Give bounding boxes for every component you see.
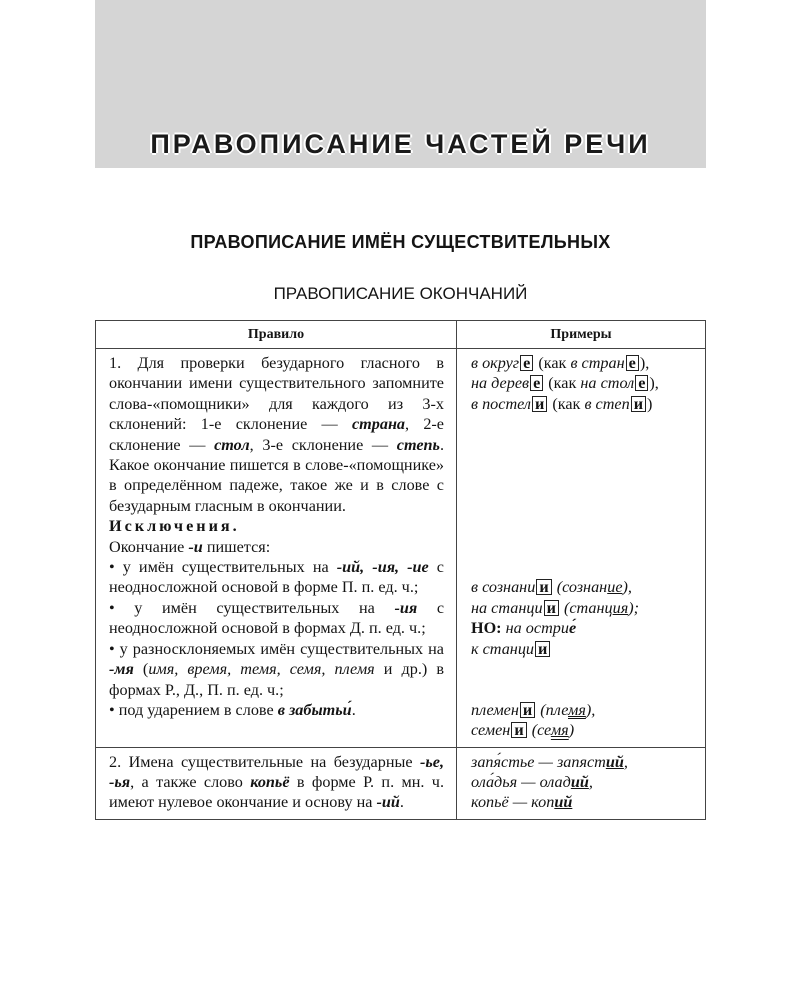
rule-text: • у разносклоняемых имён существительных на: [109, 639, 444, 658]
ending-intro: [109, 537, 444, 557]
ending-box: и: [511, 722, 526, 738]
ending-box: и: [535, 641, 550, 657]
underlined-ending: ие: [607, 578, 623, 597]
underlined-suffix: мя: [550, 721, 569, 740]
example-text: (как: [544, 374, 581, 393]
rule-text: в форме Р. п. мн. ч. имеют нулевое окончание и основу на: [109, 773, 444, 812]
chapter-title: ПРАВОПИСАНИЕ ЧАСТЕЙ РЕЧИ: [150, 129, 651, 159]
example-word: );: [628, 598, 640, 617]
example-word: на станци: [471, 598, 543, 617]
ending: -и: [188, 537, 203, 556]
example-text: (как: [548, 394, 585, 413]
helper-word: страна: [351, 415, 406, 434]
helper-word: степь: [396, 435, 440, 454]
example-line: [471, 752, 699, 772]
example-line: [471, 700, 699, 720]
helper-word: копьё: [250, 773, 290, 792]
rule-text: (: [133, 660, 149, 679]
word-list: имя, время, темя, семя, племя: [148, 660, 375, 679]
spacer: [471, 414, 699, 577]
examples-cell-2: [457, 747, 706, 819]
ending: -ия: [394, 598, 418, 617]
rule-1-text: [109, 353, 444, 516]
example-word: в стран: [570, 354, 625, 372]
rule-text: , 3-е склонение —: [249, 435, 397, 454]
subsection-title: ПРАВОПИСАНИЕ ОКОНЧАНИЙ: [273, 284, 528, 303]
underlined-ending: ий: [570, 773, 589, 792]
example-word: копьё — коп: [471, 793, 555, 812]
bullet-3: [109, 639, 444, 700]
ending: -ье, -ья: [109, 752, 444, 792]
example-word: на дерев: [471, 374, 530, 393]
exceptions-label-text: Исключения.: [109, 517, 240, 536]
example-line: [471, 598, 699, 618]
example-word: в сознани: [471, 578, 536, 597]
rule-text: с неодносложной основой в форме П. п. ед. ч.;: [109, 558, 444, 597]
helper-word: стол: [214, 435, 250, 454]
example-text: ),: [639, 354, 650, 372]
example-text: ,: [623, 752, 628, 771]
but-label: НО:: [471, 619, 502, 638]
example-word: на стол: [580, 374, 635, 393]
rule-text: , а также слово: [130, 773, 251, 792]
example-line: [471, 577, 699, 597]
ending-box: е: [635, 375, 648, 391]
table-header-row: [96, 321, 706, 349]
stressed-word: в забытьи́: [277, 700, 352, 719]
example-word: в округ: [471, 354, 520, 372]
section-title: ПРАВОПИСАНИЕ ИМЁН СУЩЕСТВИТЕЛЬНЫХ: [190, 232, 611, 252]
spacer: [471, 659, 699, 700]
ending: -мя: [109, 660, 134, 679]
rule-text: • у имён существительных на: [109, 558, 337, 577]
rule-text: . Какое окончание пишется в слове-«помощнике» в определённом падеже, такое же и в слове с безударным гласным в окончании.: [109, 435, 444, 515]
bullet-1: [109, 557, 444, 598]
examples-cell-1: [457, 349, 706, 748]
rule-text: • под ударением в слове: [109, 700, 278, 719]
ending-box: и: [520, 702, 535, 718]
underlined-ending: ия: [612, 598, 629, 617]
rule-text: , 2-е склонение —: [109, 415, 444, 454]
example-line: [471, 353, 699, 373]
rules-table: [95, 320, 706, 820]
rule-text: с неодносложной основой в формах Д. п. ед. ч.;: [109, 598, 444, 638]
ending: -ий, -ия, -ие: [336, 558, 429, 577]
ending: -ий: [376, 793, 400, 812]
underlined-suffix: мя: [568, 700, 586, 719]
underlined-ending: ий: [554, 793, 573, 812]
ending-box: и: [532, 396, 547, 412]
rule-text: Окончание: [109, 537, 189, 556]
bullet-2: [109, 598, 444, 639]
stressed-ending: е́: [568, 619, 577, 638]
exceptions-label: [109, 516, 444, 536]
rule-cell-1: [96, 349, 457, 748]
header-rule: Правило: [96, 321, 457, 349]
ending-box: и: [631, 396, 646, 412]
example-word: к станци: [471, 639, 535, 658]
example-word: племен: [471, 700, 519, 719]
example-word: ола́дья — олад: [471, 773, 571, 792]
example-word: (станц: [559, 598, 613, 617]
example-line: [471, 639, 699, 659]
example-line: [471, 618, 699, 638]
ending-box: и: [536, 579, 551, 595]
ending-box: е: [530, 375, 543, 391]
rule-cell-2: [96, 747, 457, 819]
rule-text: • у имён существительных на: [109, 598, 395, 617]
example-word: в степ: [584, 394, 630, 413]
example-word: в постел: [471, 394, 531, 413]
example-word: ),: [585, 700, 596, 719]
rule-text: и др.) в формах Р., Д., П. п. ед. ч.;: [109, 660, 444, 699]
rule-text: 2. Имена существительные на безударные: [109, 752, 420, 771]
example-word: ): [568, 721, 575, 740]
example-line: [471, 720, 699, 740]
example-line: [471, 772, 699, 792]
example-text: ): [647, 394, 653, 413]
ending-box: е: [520, 355, 533, 371]
table-row: [96, 747, 706, 819]
example-line: [471, 792, 699, 812]
ending-box: е: [626, 355, 639, 371]
example-text: ,: [588, 773, 593, 792]
example-word: на остри: [501, 619, 569, 638]
table-row: [96, 349, 706, 748]
rule-2-text: [109, 752, 444, 813]
header-examples: Примеры: [457, 321, 706, 349]
underlined-ending: ий: [605, 752, 624, 771]
example-word: запя́стье — запяст: [471, 752, 606, 771]
example-text: (как: [534, 354, 571, 372]
bullet-4: [109, 700, 444, 720]
example-word: (се: [527, 721, 551, 740]
ending-box: и: [544, 600, 559, 616]
rule-text: .: [399, 793, 404, 812]
example-word: ),: [622, 578, 632, 597]
example-word: (сознан: [552, 578, 608, 597]
example-line: [471, 394, 699, 414]
example-word: (пле: [536, 700, 568, 719]
rule-text: 1. Для проверки безударного гласного в окончании имени существительного запомните слова-«помощники» для каждого из 3-х склонений: 1-е склонение —: [109, 354, 444, 434]
example-text: ),: [649, 374, 659, 393]
example-word: семен: [471, 721, 511, 740]
rule-text: .: [351, 700, 356, 719]
rule-text: пишется:: [202, 537, 271, 556]
example-line: [471, 373, 699, 393]
